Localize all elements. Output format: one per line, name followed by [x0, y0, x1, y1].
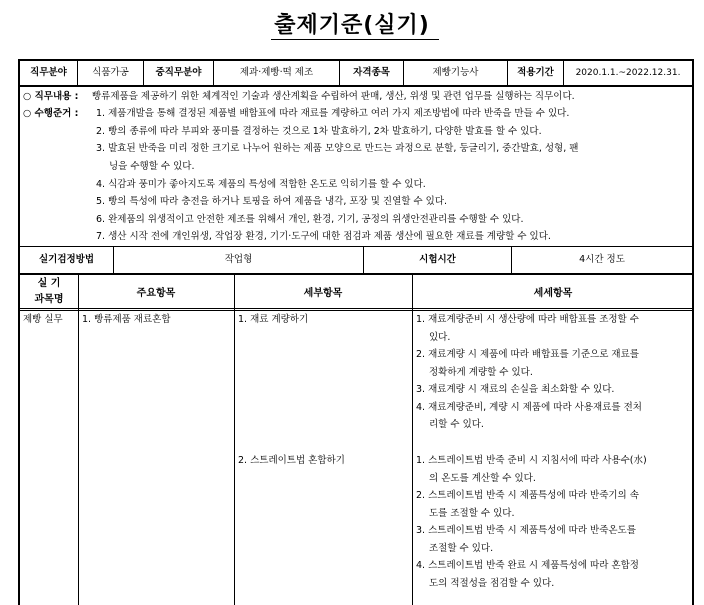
period-label: 적용기간: [508, 61, 564, 85]
column-divider: [78, 275, 79, 605]
performance-label: ○ 수행준거 :: [23, 108, 79, 119]
performance-line: 3. 발효된 반죽을 미리 정한 크기로 나누어 원하는 제품 모양으로 만드는 과정으로 분할, 둥글리기, 중간발효, 성형, 팬: [96, 143, 579, 154]
detail-line: 1. 스트레이트법 반죽 준비 시 지침서에 따라 사용수(水): [416, 455, 647, 466]
detail-item-header: 세세항목: [533, 288, 573, 299]
detail-line: 4. 스트레이트법 반죽 완료 시 제품특성에 따라 혼합정: [416, 560, 639, 571]
detail-line: 2. 스트레이트법 반죽 시 제품특성에 따라 반죽기의 속: [416, 490, 639, 501]
detail-line: 정확하게 계량할 수 있다.: [429, 367, 533, 378]
column-divider: [412, 275, 413, 605]
detail-line: 2. 재료계량 시 제품에 따라 배합표를 기준으로 재료를: [416, 349, 639, 360]
performance-line: 7. 생산 시작 전에 개인위생, 작업장 환경, 기기·도구에 대한 점검과 제품 생산에 필요한 재료를 계량할 수 있다.: [96, 231, 551, 242]
time-value: 4시간 정도: [579, 254, 625, 265]
header-table: [18, 59, 694, 87]
duty-text: 빵류제품을 제공하기 위한 체계적인 기술과 생산계획을 수립하여 판매, 생산, 위생 및 관련 업무를 실행하는 직무이다.: [92, 91, 575, 102]
page-title: 출제기준(실기): [274, 13, 430, 38]
subject-cell: 제빵 실무: [23, 314, 63, 325]
performance-line: 닝을 수행할 수 있다.: [109, 161, 195, 172]
detail-line: 1. 재료계량준비 시 생산량에 따라 배합표를 조정할 수: [416, 314, 639, 325]
performance-line: 5. 빵의 특성에 따라 충전을 하거나 토핑을 하여 제품을 냉각, 포장 및 진열할 수 있다.: [96, 196, 448, 207]
title-underline: [271, 39, 439, 40]
cert-label: 자격종목: [340, 61, 404, 85]
detail-line: 도의 적절성을 점검할 수 있다.: [429, 578, 555, 589]
subject-header-line2: 과목명: [34, 294, 64, 305]
period-value: 2020.1.1.~2022.12.31.: [575, 68, 681, 78]
performance-line: 4. 식감과 풍미가 좋아지도록 제품의 특성에 적합한 온도로 익히기를 할 수 있다.: [96, 179, 426, 190]
detail-line: 의 온도를 계산할 수 있다.: [429, 473, 536, 484]
duty-label: ○ 직무내용 :: [23, 91, 79, 102]
sub-item-header: 세부항목: [303, 288, 343, 299]
subfield-value: 제과·제빵·떡 제조: [214, 61, 340, 85]
subject-header-line1: 실 기: [37, 278, 61, 289]
subfield-label: 중직무분야: [144, 61, 214, 85]
header-divider: [20, 308, 692, 309]
method-label: 실기검정방법: [20, 247, 114, 273]
sub-item-cell: 1. 재료 계량하기: [238, 314, 309, 325]
detail-line: 3. 재료계량 시 재료의 손실을 최소화할 수 있다.: [416, 384, 615, 395]
criteria-section: [18, 87, 694, 247]
detail-line: 리할 수 있다.: [429, 419, 484, 430]
cert-value: 제빵기능사: [404, 61, 508, 85]
items-table: [18, 275, 694, 605]
column-divider: [234, 275, 235, 605]
detail-line: 조절할 수 있다.: [429, 543, 494, 554]
detail-line: 3. 스트레이트법 반죽 시 제품특성에 따라 반죽온도를: [416, 525, 636, 536]
exam-method-row: [18, 247, 694, 275]
performance-line: 6. 완제품의 위생적이고 안전한 제조를 위해서 개인, 환경, 기기, 공정의 위생안전관리를 수행할 수 있다.: [96, 214, 524, 225]
field-value: 식품가공: [78, 61, 144, 85]
method-value: 작업형: [114, 247, 364, 273]
performance-line: 2. 빵의 종류에 따라 부피와 풍미를 결정하는 것으로 1차 발효하기, 2차 발효하기, 다양한 발효를 할 수 있다.: [96, 126, 542, 137]
detail-line: 도를 조절할 수 있다.: [429, 508, 515, 519]
performance-line: 1. 제품개발을 통해 결정된 제품별 배합표에 따라 재료를 계량하고 여러 가지 제조방법에 따라 반죽을 만들 수 있다.: [96, 108, 570, 119]
sub-item-cell: 2. 스트레이트법 혼합하기: [238, 455, 345, 466]
time-label: 시험시간: [364, 247, 512, 273]
field-label: 직무분야: [20, 61, 78, 85]
detail-line: 4. 재료계량준비, 계량 시 제품에 따라 사용재료를 전처: [416, 402, 642, 413]
main-item-header: 주요항목: [136, 288, 176, 299]
main-item-cell: 1. 빵류제품 재료혼합: [82, 314, 171, 325]
detail-line: 있다.: [429, 332, 451, 343]
